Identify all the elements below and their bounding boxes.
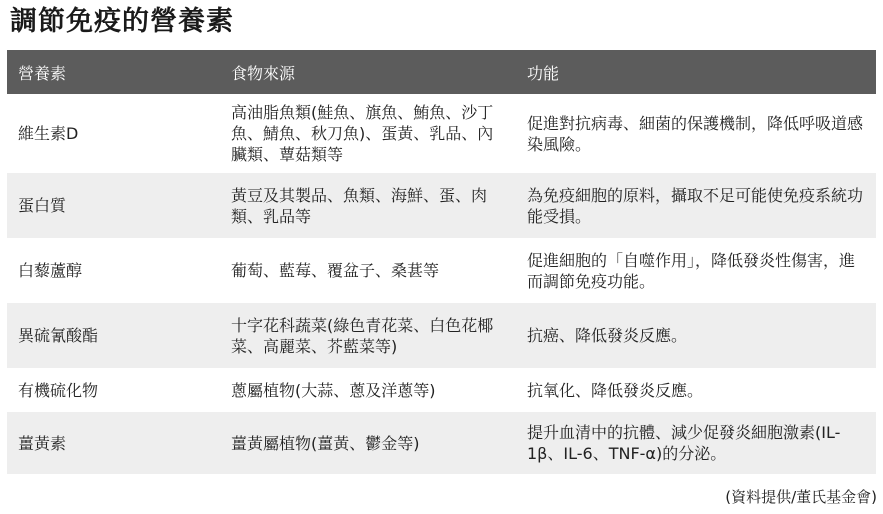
nutrient-function: 抗氧化、降低發炎反應。 bbox=[527, 380, 704, 400]
nutrient-name: 異硫氰酸酯 bbox=[18, 326, 99, 345]
header-function: 功能 bbox=[527, 63, 560, 83]
nutrient-function: 為免疫細胞的原料，攝取不足可能使免疫系統功能受損。 bbox=[527, 185, 864, 226]
table-row bbox=[7, 94, 876, 173]
nutrient-name: 蛋白質 bbox=[18, 196, 67, 215]
page-title: 調節免疫的營養素 bbox=[10, 6, 234, 37]
nutrient-name: 薑黃素 bbox=[18, 433, 67, 453]
table-row bbox=[7, 303, 876, 368]
table-row bbox=[7, 173, 876, 238]
source-note: (資料提供/董氏基金會) bbox=[725, 488, 877, 506]
food-source: 高油脂魚類(鮭魚、旗魚、鮪魚、沙丁魚、鯖魚、秋刀魚)、蛋黃、乳品、內臟類、蕈菇類等 bbox=[231, 103, 494, 164]
nutrient-name: 維生素D bbox=[18, 124, 79, 143]
nutrient-function: 提升血清中的抗體、減少促發炎細胞激素(IL-1β、IL-6、TNF-α)的分泌。 bbox=[527, 423, 841, 463]
nutrient-function: 抗癌、降低發炎反應。 bbox=[527, 326, 688, 345]
nutrient-name: 有機硫化物 bbox=[18, 380, 99, 400]
food-source: 薑黃屬植物(薑黃、鬱金等) bbox=[231, 433, 420, 453]
table-row bbox=[7, 368, 876, 412]
nutrient-function: 促進細胞的「自噬作用」，降低發炎性傷害，進而調節免疫功能。 bbox=[527, 250, 856, 291]
food-source: 十字花科蔬菜(綠色青花菜、白色花椰菜、高麗菜、芥藍菜等) bbox=[231, 315, 494, 356]
food-source: 黃豆及其製品、魚類、海鮮、蛋、肉類、乳品等 bbox=[231, 185, 488, 226]
nutrient-table bbox=[7, 50, 876, 474]
table-row bbox=[7, 412, 876, 474]
food-source: 蔥屬植物(大蒜、蔥及洋蔥等) bbox=[231, 380, 436, 400]
header-nutrient: 營養素 bbox=[18, 63, 67, 83]
nutrient-name: 白藜蘆醇 bbox=[18, 261, 83, 280]
header-food-source: 食物來源 bbox=[231, 63, 296, 83]
food-source: 葡萄、藍莓、覆盆子、桑葚等 bbox=[231, 261, 440, 280]
nutrient-function: 促進對抗病毒、細菌的保護機制，降低呼吸道感染風險。 bbox=[527, 113, 864, 154]
table-row bbox=[7, 238, 876, 303]
table-header-row bbox=[7, 50, 876, 94]
